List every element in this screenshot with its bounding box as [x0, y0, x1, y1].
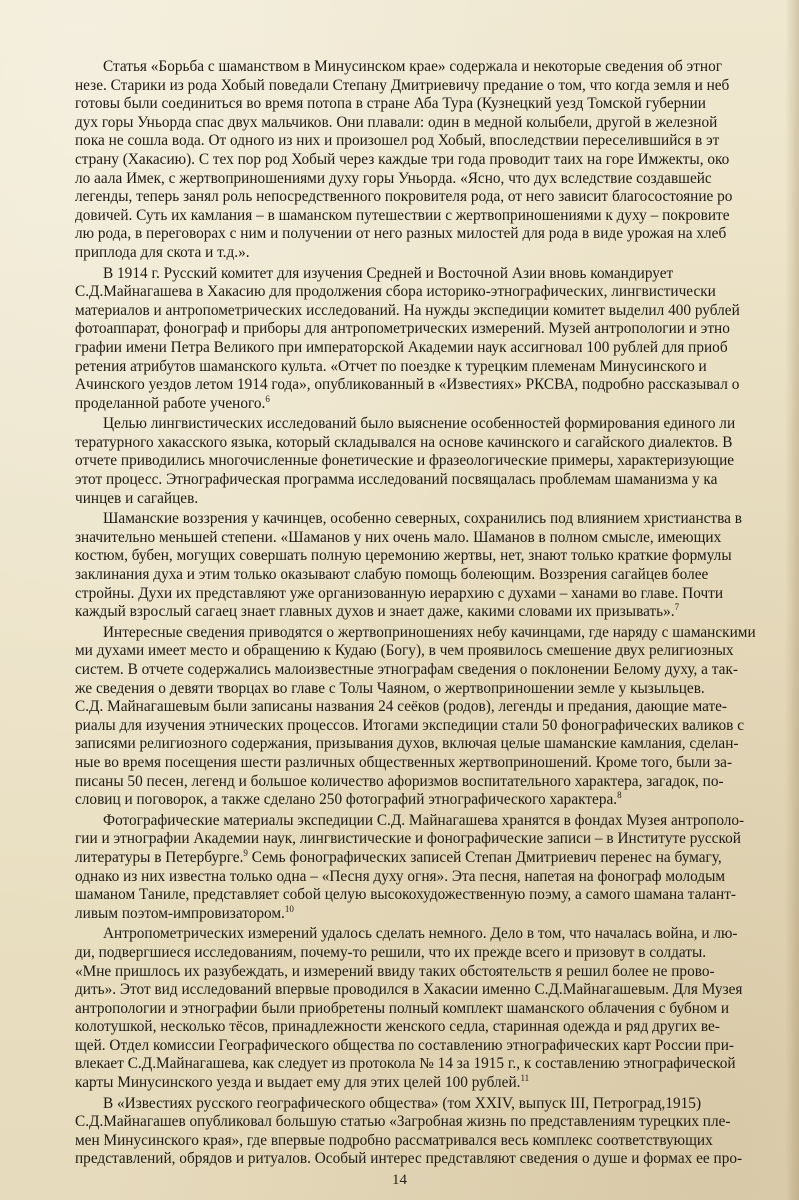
text-line — [75, 529, 799, 548]
line-text: ретения атрибутов шаманского культа. «Отчет по поездке к турецким племенам Минусинского и — [75, 357, 707, 375]
text-line — [75, 963, 799, 982]
text-line — [75, 868, 799, 887]
paragraph — [75, 812, 799, 924]
line-text: ные во время посещения шести различных общественных жертвоприношений. Кроме того, были за- — [75, 753, 733, 771]
line-text: материалов и антропометрических исследований. На нужды экспедиции комитет выделил 400 рублей — [75, 301, 740, 319]
text-line — [75, 905, 799, 924]
text-line — [75, 812, 799, 831]
line-text: шаманом Таниле, представляет собой целую высокохудожественную поэму, а самого шамана талант- — [75, 886, 736, 904]
text-line — [75, 244, 799, 263]
text-line — [75, 624, 799, 643]
text-line — [75, 1018, 799, 1037]
line-text: приплода для скота и т.д.». — [75, 243, 250, 261]
line-text: легенды, теперь занял роль непосредственного покровителя рода, от него зависит благосостояние ро — [75, 188, 733, 206]
text-line — [75, 415, 799, 434]
footnote-ref: 7 — [674, 602, 680, 613]
line-text: стройны. Духи их представляют уже организованную иерархию с духами – ханами во главе. Почти — [75, 584, 724, 602]
line-text: словиц и поговорок, а также сделано 250 фотографий этнографического характера. — [75, 791, 618, 809]
line-text: отчете приводились многочисленные фонетические и фразеологические примеры, характеризующие — [75, 452, 735, 470]
page-number: 14 — [392, 1172, 407, 1188]
footnote-ref: 6 — [265, 393, 270, 404]
text-line — [75, 1037, 799, 1056]
line-text: Интересные сведения приводятся о жертвоприношениях небу качинцами, где наряду с шаманскими — [103, 623, 756, 641]
line-text: Статья «Борьба с шаманством в Минусинском крае» содержала и некоторые сведения об этног — [103, 58, 722, 75]
line-text: значительно меньшей степени. «Шаманов у них очень мало. Шаманов в полном смысле, имеющих — [75, 528, 722, 546]
text-line — [75, 207, 799, 226]
line-text: С.Д. Майнагашевым были записаны названия 24 сеёков (родов), легенды и предания, дающие мате- — [75, 698, 728, 716]
text-line — [75, 698, 799, 717]
line-text: записями религиозного содержания, призывания духов, включая целые шаманские камлания, сделан- — [75, 735, 739, 753]
text-line — [75, 642, 799, 661]
paragraph — [75, 58, 799, 263]
paragraph — [75, 415, 799, 508]
text-line — [75, 358, 799, 377]
text-line — [75, 510, 799, 529]
line-text: В «Известиях русского географического общества» (том XXIV, выпуск III, Петроград,1915) — [103, 1094, 702, 1112]
line-text: представлений, обрядов и ритуалов. Особый интерес представляют сведения о душе и формах ее про- — [75, 1150, 743, 1168]
line-text: Фотографические материалы экспедиции С.Д. Майнагашева хранятся в фондах Музея антрополо- — [103, 811, 745, 829]
line-text: гии и этнографии Академии наук, лингвистические и фонографические записи – в Институте русской — [75, 830, 741, 848]
text-line — [75, 1074, 799, 1093]
text-line — [75, 225, 799, 244]
text-line — [75, 132, 799, 151]
line-text: заклинания духа и этим только оказывают слабую помощь болеющим. Воззрения сагайцев более — [75, 566, 709, 584]
line-text: пока не сошла вода. От одного из них и произошел род Хобый, впоследствии переселившийся в эт — [75, 132, 720, 150]
text-line — [75, 376, 799, 395]
text-line — [75, 58, 799, 77]
text-line — [75, 77, 799, 96]
line-text: незе. Старики из рода Хобый поведали Степану Дмитриевичу предание о том, что когда земля и неб — [75, 76, 730, 94]
paragraph — [75, 925, 799, 1092]
line-text: систем. В отчете содержались малоизвестные этнографам сведения о поклонении Белому духу, а так- — [75, 661, 738, 678]
line-text: щей. Отдел комиссии Географического общества по составлению этнографических карт России при- — [75, 1036, 734, 1054]
line-text: костюм, бубен, могущих совершать полную церемонию жертвы, нет, знают только краткие формулы — [75, 547, 732, 565]
text-line — [75, 944, 799, 963]
text-line — [75, 661, 799, 680]
line-text: антропологии и этнографии были приобретены полный комплект шаманского облачения с бубном и — [75, 999, 730, 1017]
text-line — [75, 791, 799, 810]
line-text: довичей. Суть их камлания – в шаманском путешествии с жертвоприношениями к духу – покровите — [75, 206, 730, 224]
line-text: С.Д.Майнагашев опубликовал большую статью «Загробная жизнь по представлениям турецких пле- — [75, 1113, 731, 1131]
text-line — [75, 1132, 799, 1151]
line-text: страну (Хакасию). С тех пор род Хобый через каждые три года проводит таих на горе Имжекты, око — [75, 150, 730, 168]
text-line — [75, 151, 799, 170]
text-line — [75, 680, 799, 699]
text-line — [75, 1055, 799, 1074]
text-line — [75, 265, 799, 284]
text-line — [75, 886, 799, 905]
text-line — [75, 434, 799, 453]
line-text: тературного хакасского языка, который складывался на основе качинского и сагайского диалектов. В — [75, 433, 733, 451]
footnote-ref: 9 — [243, 847, 248, 858]
footnote-ref: 8 — [617, 790, 622, 801]
paragraph — [75, 265, 799, 414]
line-text: однако из них известна только одна – «Песня духу огня». Эта песня, напетая на фонограф молодым — [75, 867, 726, 885]
line-text: ло аала Имек, с жертвоприношениями духу горы Уньорда. «Ясно, что дух вследствие создавшейс — [75, 169, 712, 187]
text-line — [75, 981, 799, 1000]
text-line — [75, 95, 799, 114]
line-text: проделанной работе ученого. — [75, 394, 266, 412]
line-text: С.Д.Майнагашева в Хакасию для продолжения сбора историко-этнографических, лингвистически — [75, 283, 716, 301]
line-text: каждый взрослый сагаец знает главных духов и знает даже, какими словами их призывать». — [75, 603, 675, 621]
line-text: ди, подвергшиеся исследованиям, почему-то решили, что их прежде всего и призовут в солдаты. — [75, 943, 707, 961]
line-text: Шаманские воззрения у качинцев, особенно северных, сохранились под влиянием христианства в — [103, 510, 742, 528]
text-line — [75, 754, 799, 773]
text-line — [75, 320, 799, 339]
line-text: колотушкой, несколько тёсов, принадлежности женского седла, старинная одежда и ряд других ве- — [75, 1018, 720, 1036]
text-line — [75, 471, 799, 490]
text-line — [75, 1095, 799, 1114]
line-text: писаны 50 песен, легенд и большое количество афоризмов воспитательного характера, загадок, по- — [75, 772, 724, 790]
line-text: Семь фонографических записей Степан Дмитриевич перенес на бумагу, — [247, 848, 722, 866]
text-line — [75, 302, 799, 321]
footnote-ref: 10 — [284, 903, 294, 914]
line-text: готовы были соединиться во время потопа в стране Аба Тура (Кузнецкий уезд Томской губернии — [75, 95, 706, 113]
line-text: карты Минусинского уезда и выдает ему для этих целей 100 рублей. — [75, 1074, 521, 1092]
text-line — [75, 566, 799, 585]
line-text: же сведения о девяти творцах во главе с Толы Чаяном, о жертвоприношении земле у кызыльцев. — [75, 679, 705, 697]
text-line — [75, 735, 799, 754]
line-text: риалы для изучения этнических процессов. Итогами экспедиции стали 50 фонографических валиков с — [75, 716, 745, 734]
line-text: мен Минусинского края», где впервые подробно рассматривался весь комплекс соответствующих — [75, 1131, 713, 1149]
line-text: лю рода, в переговорах с ним и получении от него разных милостей для рода в виде урожая на хлеб — [75, 225, 727, 243]
text-line — [75, 452, 799, 471]
text-line — [75, 1113, 799, 1132]
line-text: ливым поэтом-импровизатором. — [75, 904, 285, 922]
text-line — [75, 585, 799, 604]
text-line — [75, 283, 799, 302]
text-line — [75, 170, 799, 189]
text-line — [75, 114, 799, 133]
text-line — [75, 395, 799, 414]
paragraph — [75, 1095, 799, 1169]
text-line — [75, 773, 799, 792]
text-line — [75, 490, 799, 509]
text-line — [75, 717, 799, 736]
text-line — [75, 830, 799, 849]
text-line — [75, 188, 799, 207]
line-text: литературы в Петербурге. — [75, 848, 244, 866]
line-text: Целью лингвистических исследований было выяснение особенностей формирования единого ли — [103, 415, 736, 433]
line-text: Антропометрических измерений удалось сделать немного. Дело в том, что началась война, и лю- — [103, 925, 738, 943]
line-text: чинцев и сагайцев. — [75, 489, 199, 507]
line-text: графии имени Петра Великого при императорской Академии наук ассигновал 100 рублей для приоб — [75, 338, 728, 356]
text-line — [75, 547, 799, 566]
line-text: влекает С.Д.Майнагашева, как следует из протокола № 14 за 1915 г., к составлению этнографической — [75, 1055, 736, 1073]
line-text: дух горы Уньорда спас двух мальчиков. Они плавали: один в медной колыбели, другой в железной — [75, 113, 718, 131]
line-text: В 1914 г. Русский комитет для изучения Средней и Восточной Азии вновь командирует — [103, 264, 674, 282]
line-text: фотоаппарат, фонограф и приборы для антропометрических измерений. Музей антропологии и этно — [75, 320, 730, 338]
body-text — [75, 58, 799, 1171]
text-line — [75, 849, 799, 868]
text-line — [75, 1000, 799, 1019]
text-line — [75, 925, 799, 944]
paragraph — [75, 624, 799, 810]
text-line — [75, 603, 799, 622]
paragraph — [75, 510, 799, 622]
text-line — [75, 339, 799, 358]
line-text: «Мне пришлось их разубеждать, и измерений ввиду таких обстоятельств я решил более не прово- — [75, 962, 715, 980]
footnote-ref: 11 — [520, 1072, 530, 1083]
line-text: ми духами имеет место и обращению к Кудаю (Богу), в чем проявилось смешение двух религиозных — [75, 642, 734, 660]
line-text: дить». Этот вид исследований впервые проводился в Хакасии именно С.Д.Майнагашевым. Для Музея — [75, 981, 743, 999]
text-line — [75, 1150, 799, 1169]
line-text: Ачинского уездов летом 1914 года», опубликованный в «Известиях» РКСВА, подробно рассказывал о — [75, 376, 740, 394]
line-text: этот процесс. Этнографическая программа исследований посвящалась проблемам шаманизма у ка — [75, 471, 718, 489]
